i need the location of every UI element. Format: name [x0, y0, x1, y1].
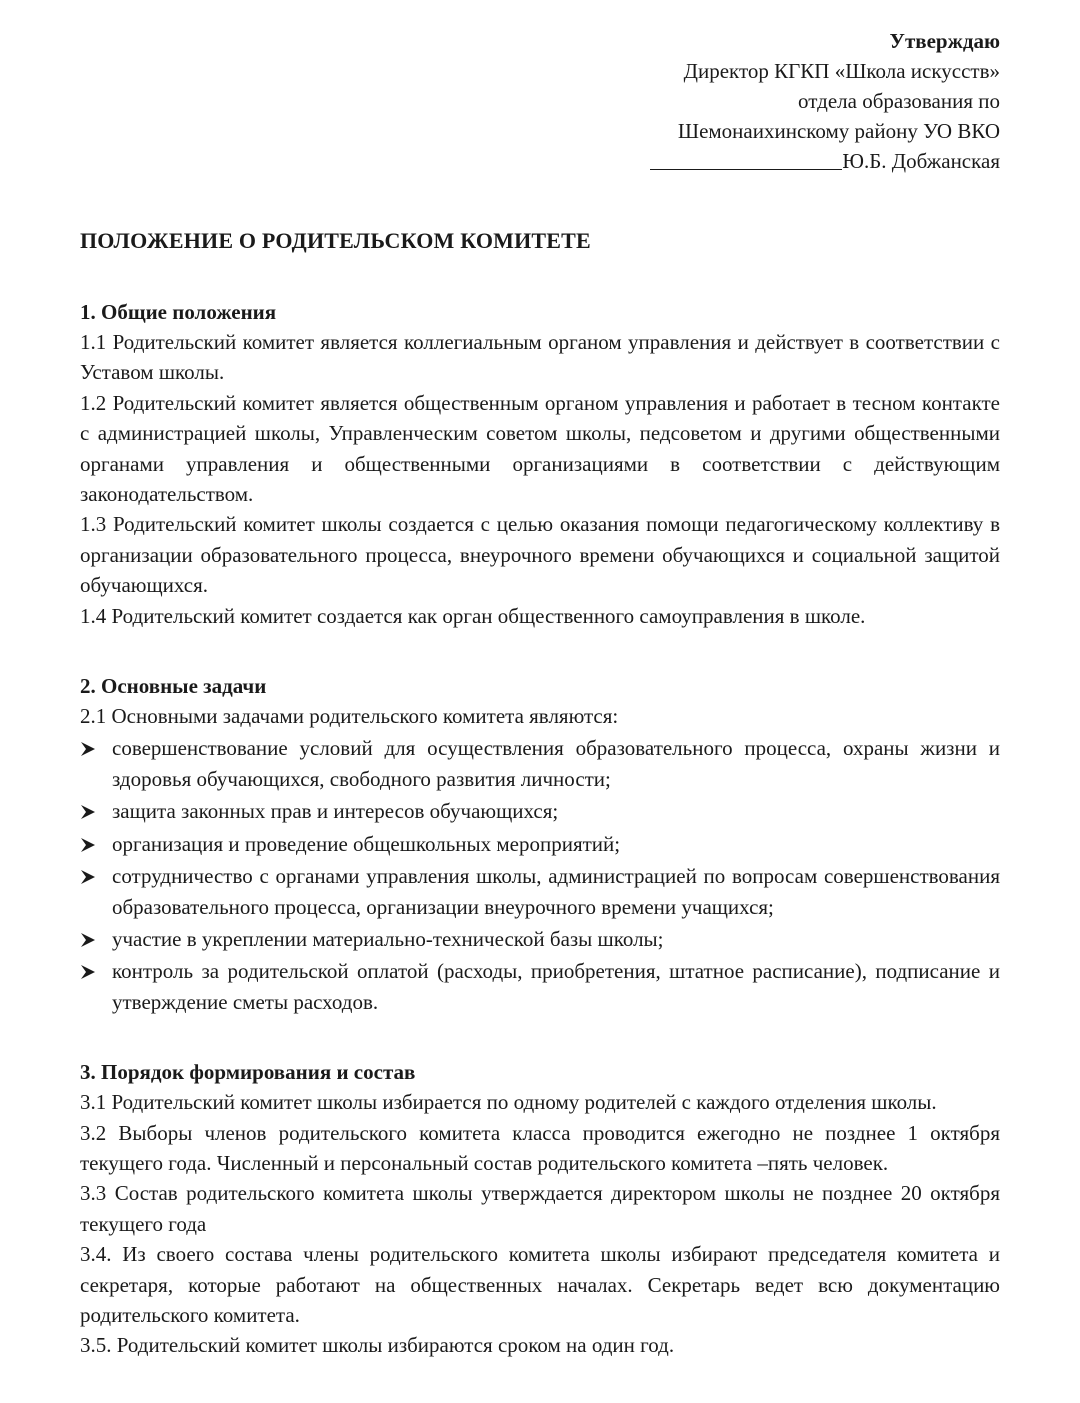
list-item-text: защита законных прав и интересов обучающихся;: [112, 799, 559, 824]
arrowhead-bullet-icon: [80, 837, 96, 853]
section-tasks: [80, 671, 1000, 1017]
signature-underline: [650, 147, 842, 170]
list-item-text: участие в укреплении материально-технической базы школы;: [112, 926, 664, 951]
signature-name: Ю.Б. Добжанская: [842, 149, 1000, 173]
approval-title: Утверждаю: [889, 29, 1000, 53]
paragraph: 1.3 Родительский комитет школы создается с целью оказания помощи педагогическому коллективу в организации образовательного процесса, внеурочного времени обучающихся и социальной защитой обучающихся.: [80, 512, 1000, 598]
arrowhead-bullet-icon: [80, 932, 96, 948]
section-formation: [80, 1057, 1000, 1361]
list-item: [80, 861, 1000, 922]
list-item: [80, 924, 1000, 954]
approval-block: [80, 26, 1000, 176]
approval-line: Директор КГКП «Школа искусств»: [683, 59, 1000, 83]
paragraph: 3.1 Родительский комитет школы избирается по одному родителей с каждого отделения школы.: [80, 1090, 937, 1115]
arrowhead-bullet-icon: [80, 964, 96, 980]
section-heading: 1. Общие положения: [80, 300, 277, 324]
paragraph: 1.2 Родительский комитет является общественным органом управления и работает в тесном контакте с администрацией школы, Управленческим советом школы, педсоветом и другими общественными органами управления и общественными организациями в соответствии с действующим законодательством.: [80, 390, 1000, 507]
section-heading: 3. Порядок формирования и состав: [80, 1060, 416, 1085]
document-title: ПОЛОЖЕНИЕ О РОДИТЕЛЬСКОМ КОМИТЕТЕ: [80, 228, 591, 253]
paragraph: 3.4. Из своего состава члены родительского комитета школы избирают председателя комитета и секретаря, которые работают на общественных началах. Секретарь ведет всю документацию родительского комитета.: [80, 1242, 1000, 1327]
paragraph: 1.4 Родительский комитет создается как орган общественного самоуправления в школе.: [80, 603, 866, 628]
arrowhead-bullet-icon: [80, 741, 96, 757]
list-item: [80, 829, 1000, 859]
paragraph: 3.3 Состав родительского комитета школы утверждается директором школы не позднее 20 октября текущего года: [80, 1181, 1000, 1236]
approval-line: отдела образования по: [798, 89, 1000, 113]
arrowhead-bullet-icon: [80, 869, 96, 885]
tasks-list: [80, 733, 1000, 1017]
list-item-text: сотрудничество с органами управления школы, администрацией по вопросам совершенствования образовательного процесса, организации внеурочного времени учащихся;: [112, 864, 1000, 919]
list-item-text: совершенствование условий для осуществления образовательного процесса, охраны жизни и здоровья обучающихся, свободного развития личности;: [112, 736, 1000, 791]
paragraph: 1.1 Родительский комитет является коллегиальным органом управления и действует в соответствии с Уставом школы.: [80, 330, 1000, 385]
list-item-text: контроль за родительской оплатой (расходы, приобретения, штатное расписание), подписание и утверждение сметы расходов.: [112, 959, 1000, 1014]
paragraph: 3.2 Выборы членов родительского комитета класса проводится ежегодно не позднее 1 октября текущего года. Численный и персональный состав родительского комитета –пять человек.: [80, 1120, 1000, 1175]
document-page: [80, 26, 1000, 1361]
list-item: [80, 733, 1000, 794]
section-general: [80, 297, 1000, 631]
list-item: [80, 956, 1000, 1017]
list-item: [80, 796, 1000, 826]
list-item-text: организация и проведение общешкольных мероприятий;: [112, 831, 621, 856]
approval-line: Шемонаихинскому району УО ВКО: [677, 119, 1000, 143]
paragraph: 2.1 Основными задачами родительского комитета являются:: [80, 704, 619, 729]
arrowhead-bullet-icon: [80, 804, 96, 820]
signature-line: [80, 146, 1000, 176]
section-heading: 2. Основные задачи: [80, 674, 267, 699]
paragraph: 3.5. Родительский комитет школы избираются сроком на один год.: [80, 1333, 675, 1358]
